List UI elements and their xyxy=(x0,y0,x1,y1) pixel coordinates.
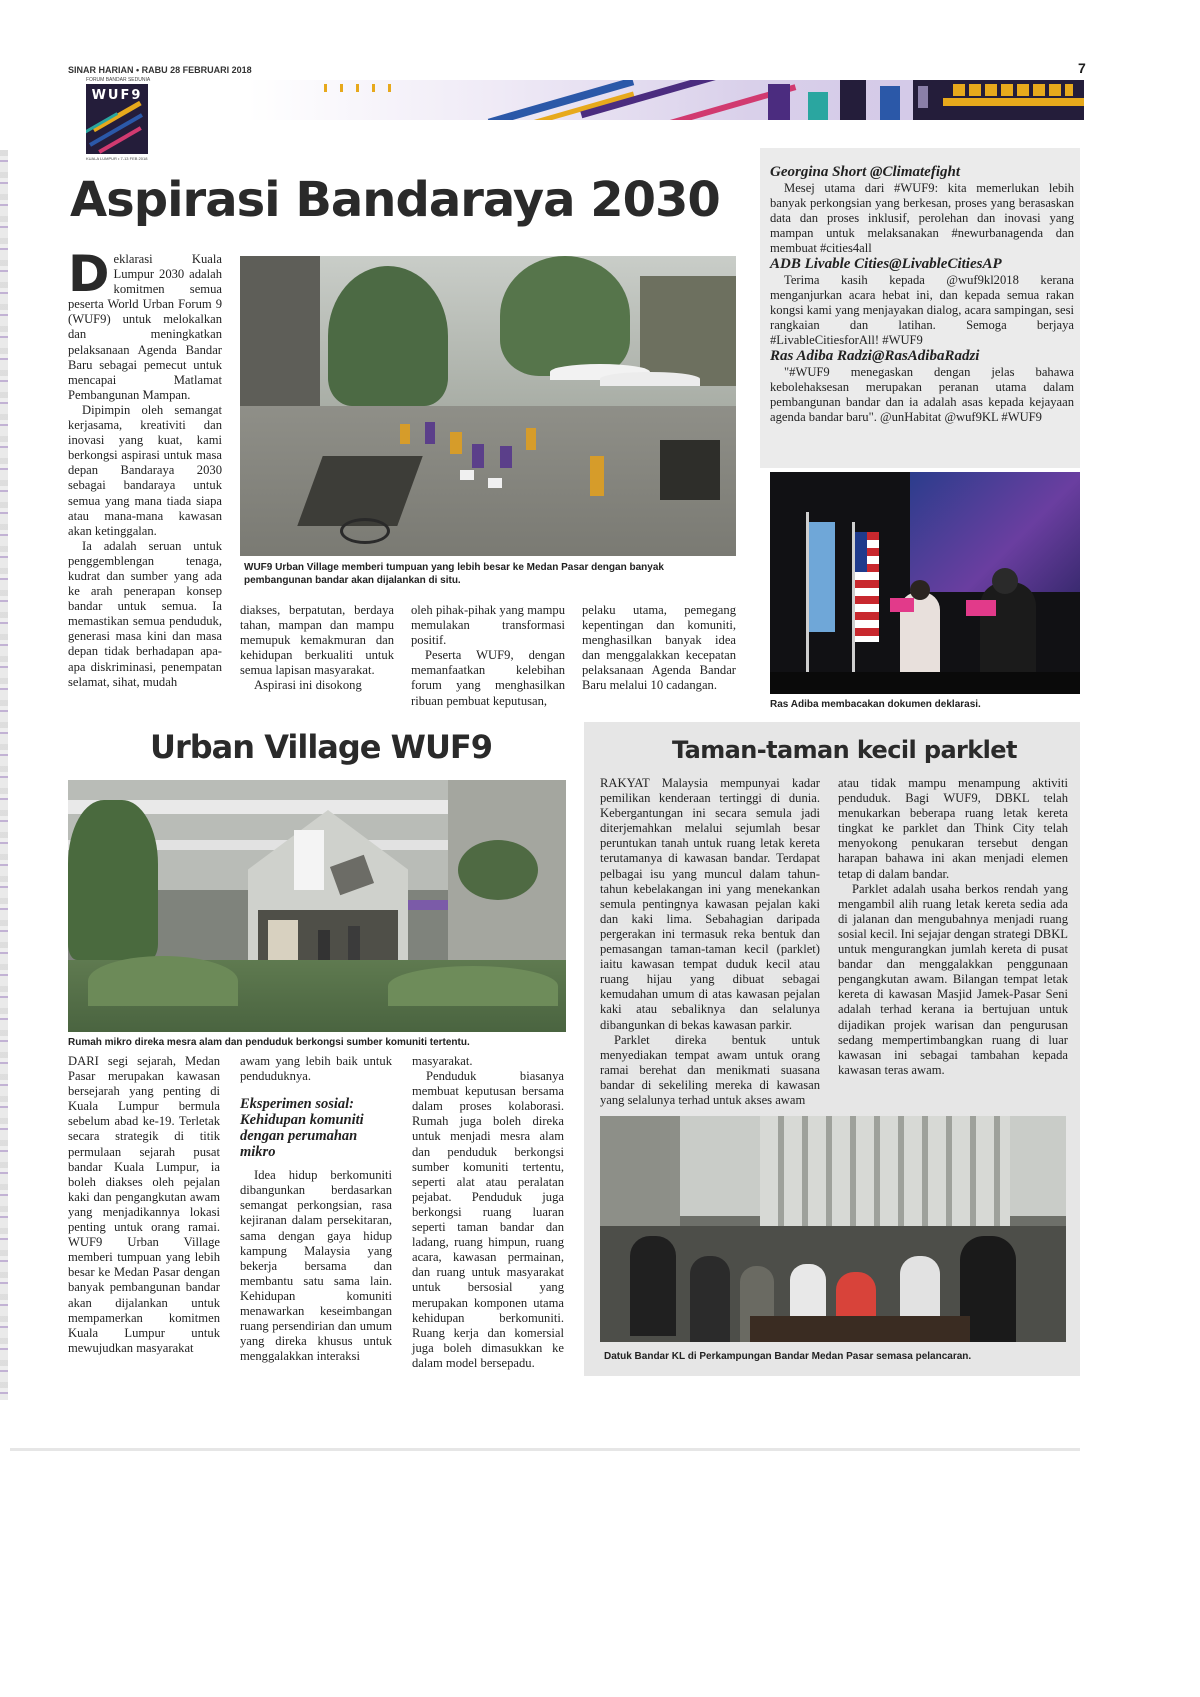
main-column-1 xyxy=(68,245,222,690)
urban-village-street-photo xyxy=(240,256,736,556)
urban-column-1 xyxy=(68,1054,220,1356)
urban-subhead: Eksperimen sosial: Kehidupan komuniti dengan perumahan mikro xyxy=(240,1096,364,1161)
launch-photo-caption: Datuk Bandar KL di Perkampungan Bandar Medan Pasar semasa pelancaran. xyxy=(604,1351,972,1362)
tweets-list xyxy=(770,164,1074,425)
main-col3-para-2: Peserta WUF9, dengan memanfaatkan kelebihan forum yang menghasilkan ribuan pembuat keputusan, xyxy=(411,648,565,708)
tweet-2-text: Terima kasih kepada @wuf9kl2018 kerana menganjurkan acara hebat ini, dan kepada semua rakan kongsi kami yang menjayakan dialog, acara sampingan, sesi rangkaian dan latihan. Semoga berjaya #LivableCitiesforAll! #WUF9 xyxy=(770,273,1074,347)
scan-edge-bottom xyxy=(10,1448,1080,1451)
main-col2-para-1: diakses, berpatutan, berdaya tahan, mampan dan mampu memupuk kemakmuran dan kehidupan berkualiti untuk semua lapisan masyarakat. xyxy=(240,603,394,678)
declaration-stage-photo xyxy=(770,472,1080,694)
main-column-4 xyxy=(582,603,736,694)
parklet-col2-para-1: atau tidak mampu menampung aktiviti penduduk. Bagi WUF9, DBKL telah menukarkan beberapa ruang letak kereta tingkat ke parklet dan Think City telah menyokong penukaran tersebut dengan harapan bahawa ini akan menjadi elemen tetap di dalam bandar. xyxy=(838,776,1068,881)
tweet-2 xyxy=(770,256,1074,348)
tweet-2-handle: ADB Livable Cities@LivableCitiesAP xyxy=(770,256,1002,272)
main-col1-para-1: eklarasi Kuala Lumpur 2030 adalah komitmen semua peserta World Urban Forum 9 (WUF9) untuk melokalkan dan meningkatkan pelaksanaan Agenda Bandar Baru sebagai pemecut untuk mencapai Matlamat Pembangunan Mampan. xyxy=(68,252,222,402)
main-col2-para-2: Aspirasi ini disokong xyxy=(254,678,362,693)
micro-house-photo xyxy=(68,780,566,1032)
tweet-1-text: Mesej utama dari #WUF9: kita memerlukan lebih banyak perkongsian yang berkesan, proses yang berasaskan data dan proses inklusif, perolehan dan inovasi yang mampan untuk melaksanakan #newurbanagenda dan membuat #cities4all xyxy=(770,181,1074,255)
main-col4-para-1: pelaku utama, pemegang kepentingan dan komuniti, menghasilkan banyak idea dan menggalakkan kecepatan pelaksanaan Agenda Bandar Baru melalui 10 cadangan. xyxy=(582,603,736,693)
scan-edge-left xyxy=(0,150,8,1400)
wuf9-logo xyxy=(86,84,148,154)
urban-column-2 xyxy=(240,1054,392,1364)
tweet-3-handle: Ras Adiba Radzi@RasAdibaRadzi xyxy=(770,348,980,364)
micro-house-caption: Rumah mikro direka mesra alam dan penduduk berkongsi sumber komuniti tertentu. xyxy=(68,1037,470,1048)
folio: SINAR HARIAN • RABU 28 FEBRUARI 2018 xyxy=(68,65,252,75)
forum-label: FORUM BANDAR SEDUNIA xyxy=(86,77,151,83)
tweet-3-text: "#WUF9 menegaskan dengan jelas bahawa kebolehaksesan merupakan peranan utama dalam pembangunan bandar dan ia adalah asas kepada kejayaan agenda bandar baru". @unHabitat @wuf9KL #WUF9 xyxy=(770,365,1074,424)
logo-subtitle: KUALA LUMPUR • 7-13 FEB 2018 xyxy=(86,156,148,161)
launch-ceremony-photo xyxy=(600,1116,1066,1342)
parklet-headline: Taman-taman kecil parklet xyxy=(672,736,1017,764)
parklet-col1-para-2: Parklet direka bentuk untuk menyediakan tempat awam untuk orang ramai berehat dan menikmati suasana bandar di sekeliling mereka di kawasan yang selalunya terhad untuk akses awam xyxy=(600,1032,820,1107)
logo-text: WUF9 xyxy=(91,88,143,103)
main-column-3 xyxy=(411,603,565,709)
parklet-column-1 xyxy=(600,776,820,1108)
stage-photo-caption: Ras Adiba membacakan dokumen deklarasi. xyxy=(770,699,981,710)
urban-col2-intro: awam yang lebih baik untuk penduduknya. xyxy=(240,1054,392,1084)
urban-col3-para-1: masyarakat. xyxy=(412,1054,473,1068)
main-col1-para-3: Ia adalah seruan untuk penggemblengan tenaga, kudrat dan sumber yang ada ke arah penerapan konsep bandar untuk semua. Ia memastikan semua penduduk, generasi masa kini dan masa depan tidak berhadapan apa-apa diskriminasi, penempatan selamat, sihat, mudah xyxy=(68,538,222,689)
main-col1-para-2: Dipimpin oleh semangat kerjasama, kreativiti dan inovasi yang kuat, kami berkongsi aspirasi untuk masa depan Bandaraya 2030 sebagai bandaraya untuk semua yang mana tiada siapa atau mana-mana kawasan akan ketinggalan. xyxy=(68,402,222,538)
urban-column-3 xyxy=(412,1054,564,1371)
main-headline: Aspirasi Bandaraya 2030 xyxy=(70,172,720,228)
tweet-1 xyxy=(770,164,1074,256)
urban-col3-para-2: Penduduk biasanya membuat keputusan bersama dalam proses kolaborasi. Rumah juga boleh direka untuk menjadi mesra alam dan penduduk berkongsi sumber komuniti tertentu, seperti alat atau peralatan pejabat. Penduduk juga berkongsi ruang luaran seperti taman bandar dan ladang, ruang himpun, ruang acara, kawasan permainan, dan ruang untuk masyarakat untuk bersosial yang merupakan komponen utama kehidupan berkomuniti. Ruang kerja dan komersial juga boleh dimasukkan ke dalam model bersepadu. xyxy=(412,1069,564,1370)
tweet-3 xyxy=(770,348,1074,425)
street-photo-caption: WUF9 Urban Village memberi tumpuan yang lebih besar ke Medan Pasar dengan banyak pembangunan bandar akan dijalankan di situ. xyxy=(244,562,664,586)
header-banner xyxy=(248,80,1084,120)
main-col3-para-1: oleh pihak-pihak yang mampu memulakan transformasi positif. xyxy=(411,603,565,648)
urban-village-headline: Urban Village WUF9 xyxy=(150,728,493,766)
urban-col2-para-1: Idea hidup berkomuniti dibangunkan berdasarkan semangat perkongsian, rasa kejiranan dalam persekitaran, sama dengan gaya hidup kampung Malaysia yang bekerja bersama dan membantu satu sama lain. Kehidupan komuniti menawarkan keseimbangan ruang persendirian dan umum yang direka khusus untuk menggalakkan interaksi xyxy=(240,1168,392,1364)
dropcap: D xyxy=(68,245,110,303)
page-number: 7 xyxy=(1078,60,1086,76)
urban-col1-para-1: DARI segi sejarah, Medan Pasar merupakan kawasan bersejarah yang penting di Kuala Lumpur bermula sebelum abad ke-19. Terletak secara strategik di titik permulaan sejarah pusat bandar Kuala Lumpur, ia boleh diakses oleh pejalan kaki dan pengangkutan awam yang menjadikannya lokasi penting untuk orang ramai. WUF9 Urban Village memberi tumpuan yang lebih besar ke Medan Pasar dengan banyak pembangunan bandar akan dijalankan untuk mempamerkan komitmen Kuala Lumpur untuk mewujudkan masyarakat xyxy=(68,1054,220,1355)
tweet-1-handle: Georgina Short @Climatefight xyxy=(770,164,961,180)
parklet-col2-para-2: Parklet adalah usaha berkos rendah yang mengambil alih ruang letak kereta sedia ada di jalanan dan mengubahnya menjadi ruang sosial kecil. Ini sejajar dengan strategi DBKL untuk mengurangkan jumlah kereta di pusat bandar dan menggalakkan penggunaan pengangkutan awam. Bilangan tempat letak kereta di kawasan Masjid Jamek-Pasar Seni adalah terhad kerana ia bertujuan untuk dijadikan projek warisan dan pengurusan sedang mempertimbangkan ruang di luar kawasan ini sebagai tambahan kepada kawasan teras awam. xyxy=(838,881,1068,1077)
main-column-2 xyxy=(240,603,394,694)
parklet-column-2 xyxy=(838,776,1068,1078)
parklet-col1-para-1: RAKYAT Malaysia mempunyai kadar pemilikan kenderaan tertinggi di dunia. Kebergantungan ini secara semula jadi diterjemahkan melalui sejumlah besar peruntukan tanah untuk ruang letak kereta terutamanya di kawasan bandar. Terdapat pelbagai isu yang muncul dalam tahun-tahun kebelakangan ini yang menekankan semula pentingnya kawasan pejalan kaki dan kaki lima. Sebahagian daripada pergerakan ini termasuk reka bentuk dan pemasangan taman-taman kecil (parklet) iaitu kawasan tempat duduk kecil atau ruang hijau yang dibuat sebagai kemudahan umum di atas kawasan pejalan kaki atau sebaliknya dan selalunya dibangunkan di bekas kawasan parkir. xyxy=(600,776,820,1032)
